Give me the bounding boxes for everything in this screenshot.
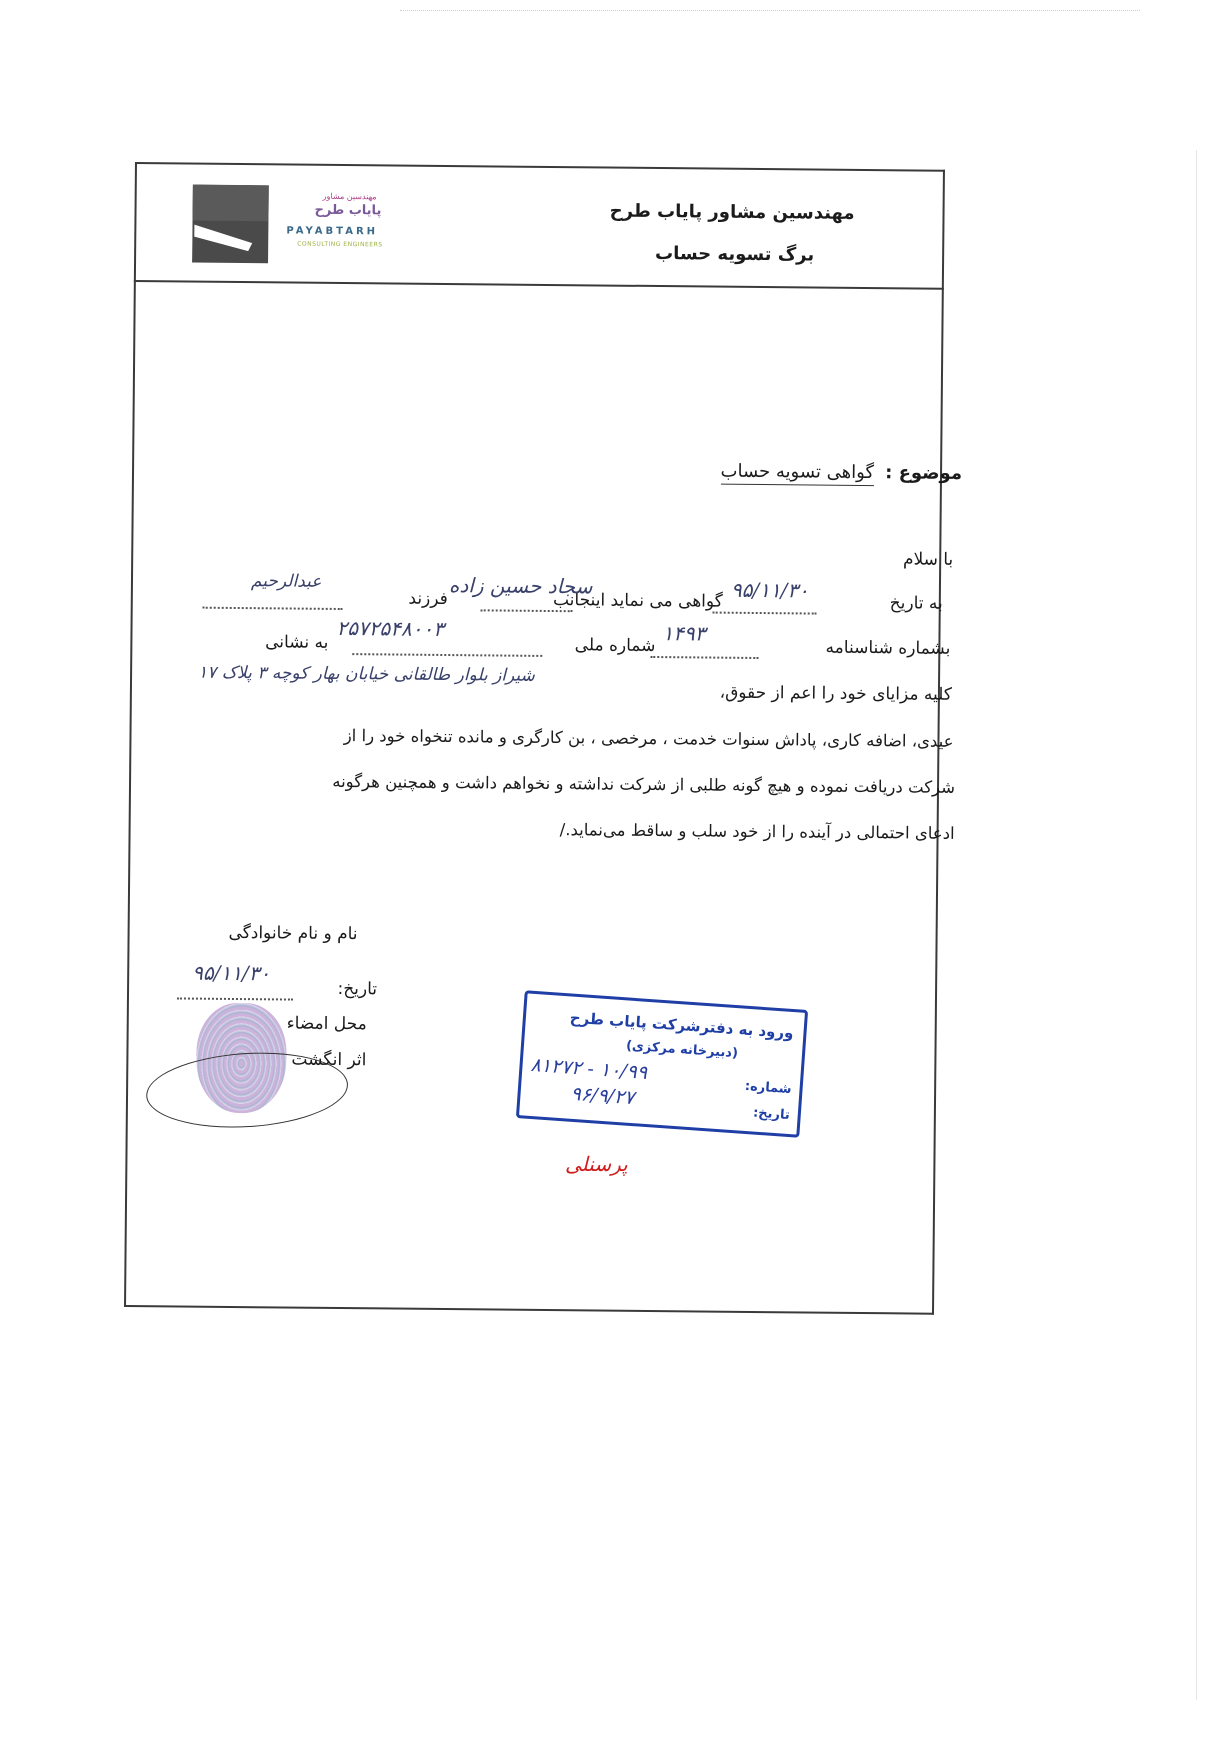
frame-left-line: [124, 162, 137, 1307]
certifies-text: گواهی می نماید اینجانب: [552, 590, 723, 612]
address-handwritten: شیراز بلوار طالقانی خیابان بهار کوچه ۳ پلاک ۱۷: [198, 662, 535, 686]
company-logo: [192, 185, 443, 267]
form-title: برگ تسویه حساب: [654, 242, 815, 266]
office-entry-stamp: [516, 990, 808, 1137]
name-family-label: نام و نام خانوادگی: [228, 922, 358, 945]
father-handwritten: عبدالرحیم: [250, 571, 322, 592]
logo-mark-icon: [192, 185, 271, 266]
benefits-text: کلیه مزایای خود را اعم از حقوق،: [719, 682, 953, 705]
name-handwritten: سجاد حسین زاده: [448, 573, 593, 599]
stamp-number-label: شماره:: [744, 1078, 793, 1098]
greeting: با سلام: [902, 549, 954, 570]
signature-place-label: محل امضاء: [286, 1013, 367, 1035]
address-label: به نشانی: [265, 632, 329, 653]
document-frame: [124, 162, 965, 1330]
subject-value: گواهی تسویه حساب: [720, 461, 874, 486]
national-id-label: شماره ملی: [574, 635, 656, 657]
scan-edge-right: [1196, 150, 1197, 1700]
sign-date-handwritten: ۹۵/۱۱/۳۰: [192, 960, 271, 986]
name-dotted-line: [481, 609, 573, 612]
fingerprint-label: اثر انگشت: [291, 1049, 367, 1071]
stamp-date-label: تاریخ:: [752, 1105, 791, 1124]
frame-top-line: [135, 162, 945, 172]
company-name: مهندسین مشاور پایاب طرح: [609, 200, 855, 224]
date-label: به تاریخ: [889, 593, 943, 614]
body-line-5: شرکت دریافت نموده و هیچ گونه طلبی از شرکت نداشته و نخواهم داشت و همچنین هرگونه: [332, 771, 956, 797]
frame-bottom-line: [124, 1305, 934, 1315]
stamp-number-handwritten: ۸۱۲۷۲ - ۱۰/۹۹: [529, 1053, 648, 1084]
logo-en-name: PAYABTARH: [286, 225, 379, 238]
child-of-label: فرزند: [408, 588, 448, 610]
logo-fa-name: پایاب طرح: [314, 202, 382, 219]
scan-edge-top: [400, 10, 1140, 11]
stamp-subtitle: (دبیرخانه مرکزی): [625, 1038, 739, 1062]
header-divider: [134, 280, 944, 290]
id-dotted-line: [650, 656, 758, 659]
logo-fa-small: مهندسین مشاور: [322, 191, 377, 202]
stamp-title: ورود به دفترشرکت پایاب طرح: [569, 1008, 795, 1043]
red-handwritten-note: پرسنلی: [565, 1152, 628, 1176]
body-line-4: عیدی، اضافه کاری، پاداش سنوات خدمت ، مرخصی ، بن کارگری و مانده تنخواه خود را از: [343, 726, 954, 751]
sign-date-dotted-line: [177, 997, 293, 1000]
id-number-label: بشماره شناسنامه: [825, 637, 951, 659]
date-handwritten: ۹۵/۱۱/۳۰: [730, 577, 809, 603]
subject-label: موضوع :: [885, 462, 963, 484]
father-dotted-line: [203, 607, 343, 610]
logo-en-sub: CONSULTING ENGINEERS: [297, 240, 383, 249]
date-dotted-line: [713, 612, 817, 615]
national-id-dotted-line: [352, 653, 542, 657]
stamp-date-handwritten: ۹۶/۹/۲۷: [569, 1082, 636, 1110]
national-id-handwritten: ۲۵۷۲۵۴۸۰۰۳: [336, 615, 445, 641]
sign-date-label: تاریخ:: [337, 978, 378, 1000]
id-number-handwritten: ۱۴۹۳: [662, 621, 706, 646]
body-line-6: ادعای احتمالی در آینده را از خود سلب و ساقط می‌نماید./: [559, 820, 955, 843]
